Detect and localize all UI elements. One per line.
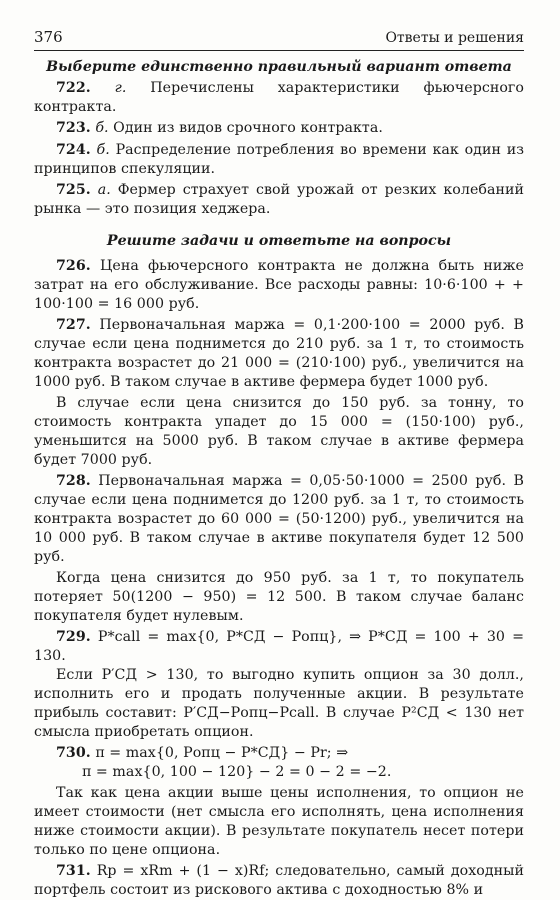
solution-731: 731. Rp = xRm + (1 − x)Rf; следовательно, самый доходный портфель состоит из рискового актива с доходностью 8% и [34, 863, 525, 899]
solution-728-cont: Когда цена снизится до 950 руб. за 1 т, то покупатель потеряет 50(1200 − 950) = 12 500. В таком случае баланс покупателя будет нулевым. [34, 570, 524, 625]
solution-730-cont: Так как цена акции выше цены исполнения, то опцион не имеет стоимости (нет смысла его исполнять, цена исполнения ниже стоимости акции). В результате покупатель несет потери только по цене опциона. [34, 785, 524, 859]
running-title: Ответы и решения [385, 30, 524, 46]
solution-728: 728. Первоначальная маржа = 0,05·50·1000 = 2500 руб. В случае если цена поднимется до 1200 руб. за 1 т, то стоимость контракта возрастет до 60 000 = (50·1200) руб., увеличится на 10 000 руб. В таком случае в активе покупателя будет 12 500 руб. [34, 473, 524, 566]
solution-730: 730. π = max{0, Pопц − P*СД} − Pr; ⇒ [56, 745, 349, 762]
page-number: 376 [34, 28, 63, 46]
answer-723: 723. б. Один из видов срочного контракта. [56, 120, 383, 137]
solution-729: 729. P*call = max{0, P*СД − Pопц}, ⇒ P*СД = 100 + 30 = 130. [34, 629, 525, 665]
answer-725: 725. а. Фермер страхует свой урожай от резких колебаний рынка — это позиция хеджера. [34, 182, 525, 218]
answer-724: 724. б. Распределение потребления во времени как один из принципов спекуляции. [34, 141, 525, 177]
answer-722: 722. г. Перечислены характеристики фьючерсного контракта. [34, 80, 525, 116]
solution-730-formula: π = max{0, 100 − 120} − 2 = 0 − 2 = −2. [82, 764, 392, 781]
solution-727: 727. Первоначальная маржа = 0,1·200·100 = 2000 руб. В случае если цена поднимется до 210 руб. за 1 т, то стоимость контракта возрастет до 21 000 = (210·100) руб., увеличится на 1000 руб. В таком случае в активе фермера будет 1000 руб. [34, 317, 524, 391]
running-header [34, 28, 524, 51]
solution-727-cont: В случае если цена снизится до 150 руб. за тонну, то стоимость контракта упадет до 15 000 = (150·100) руб., уменьшится на 5000 руб. В таком случае в активе фермера будет 7000 руб. [34, 395, 524, 469]
section-title-problems: Решите задачи и ответьте на вопросы [106, 233, 452, 250]
section-title-choice: Выберите единственно правильный вариант ответа [46, 59, 512, 75]
solution-729-cont: Если P′СД > 130, то выгодно купить опцион за 30 долл., исполнить его и продать полученные акции. В результате прибыль составит: P′СД−Pопц−Pcall. В случае P²СД < 130 нет смысла приобретать опцион. [34, 667, 524, 741]
solution-726: 726. Цена фьючерсного контракта не должна быть ниже затрат на его обслуживание. Все расходы равны: 10·6·100 + + 100·100 = 16 000 руб. [34, 258, 524, 313]
